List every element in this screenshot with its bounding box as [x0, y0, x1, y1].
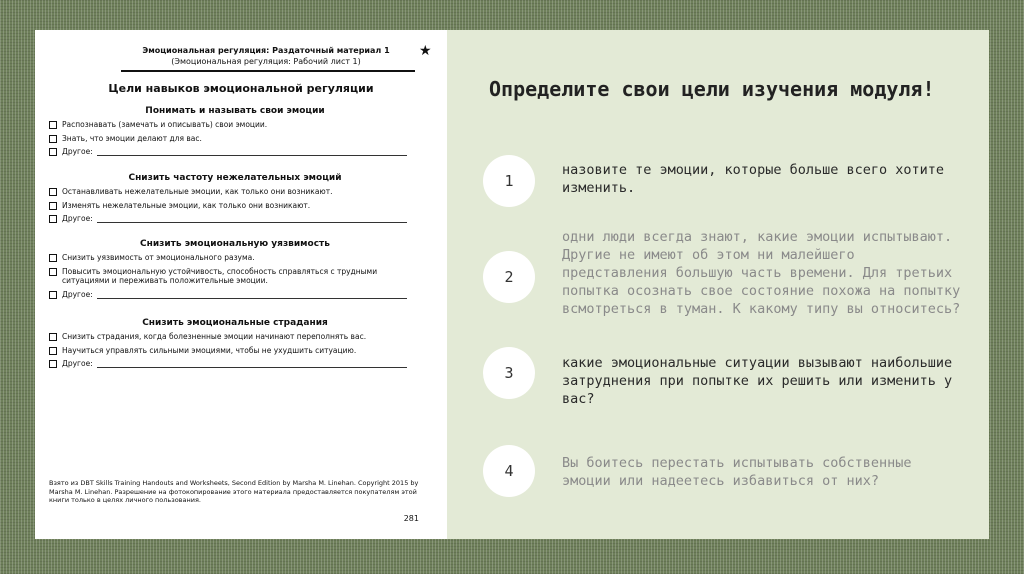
checkbox-icon [49, 291, 57, 299]
checklist-item: Другое: [49, 147, 421, 157]
section-title: Снизить эмоциональную уязвимость [140, 239, 330, 249]
section-title: Снизить частоту нежелательных эмоций [128, 173, 342, 183]
section-title: Понимать и называть свои эмоции [145, 106, 325, 116]
checklist-item: Другое: [49, 214, 421, 224]
checkbox-icon [49, 333, 57, 341]
checkbox-icon [49, 148, 57, 156]
step-number-1: 1 [483, 155, 535, 207]
step-text-3: какие эмоциональные ситуации вызывают наибольшие затруднения при попытке их решить или изменить у вас? [562, 355, 953, 407]
checkbox-icon [49, 268, 57, 276]
checkbox-icon [49, 215, 57, 223]
section-title: Снизить эмоциональные страдания [142, 318, 328, 328]
checklist-item: Распознавать (замечать и описывать) свои эмоции. [49, 120, 421, 130]
checklist-item: Повысить эмоциональную устойчивость, способность справляться с трудными ситуациями и переживать положительные эмоции. [49, 267, 421, 286]
checkbox-icon [49, 135, 57, 143]
checkbox-icon [49, 121, 57, 129]
checkbox-icon [49, 347, 57, 355]
checklist-item: Останавливать нежелательные эмоции, как только они возникают. [49, 187, 421, 197]
checklist-item: Другое: [49, 290, 421, 300]
worksheet-header-title: Эмоциональная регуляция: Раздаточный материал 1 [142, 46, 390, 55]
page-number: 281 [403, 514, 419, 523]
blank-line [97, 290, 407, 299]
worksheet-image [35, 30, 447, 539]
checklist-item: Снизить страдания, когда болезненные эмоции начинают переполнять вас. [49, 332, 421, 342]
step-number-2: 2 [483, 251, 535, 303]
step-number-4: 4 [483, 445, 535, 497]
worksheet-header-subtitle: (Эмоциональная регуляция: Рабочий лист 1) [171, 57, 361, 66]
blank-line [97, 214, 407, 223]
checklist-item: Изменять нежелательные эмоции, как только они возникают. [49, 201, 421, 211]
checkbox-icon [49, 202, 57, 210]
checklist-item: Другое: [49, 359, 421, 369]
checklist-item: Знать, что эмоции делают для вас. [49, 134, 421, 144]
checkbox-icon [49, 188, 57, 196]
step-text-1: назовите те эмоции, которые больше всего хотите изменить. [562, 162, 945, 196]
checklist-item: Снизить уязвимость от эмоционального разума. [49, 253, 421, 263]
star-icon: ★ [419, 43, 432, 59]
section-vulnerability [49, 239, 421, 303]
step-text-2: одни люди всегда знают, какие эмоции испытывают. Другие не имеют об этом ни малейшего представления большую часть времени. Для третьих попытка осознать свое состояние похожа на попытку всмотреться в туман. К какому типу вы относитесь? [562, 229, 961, 317]
header-divider [121, 70, 415, 72]
goals-panel [447, 30, 989, 539]
citation: Взято из DBT Skills Training Handouts and Worksheets, Second Edition by Marsha M. Linehan. Copyright 2015 by Marsha M. Linehan. Разрешение на фотокопирование этого материала предоставляется покупателям этой книги только в целях личного пользования. [49, 479, 419, 504]
blank-line [97, 147, 407, 156]
blank-line [97, 359, 407, 368]
checkbox-icon [49, 360, 57, 368]
step-text-4: Вы боитесь перестать испытывать собственные эмоции или надеетесь избавиться от них? [562, 455, 912, 489]
panel-heading: Определите свои цели изучения модуля! [489, 77, 935, 101]
checkbox-icon [49, 254, 57, 262]
slide [35, 30, 989, 539]
step-number-3: 3 [483, 347, 535, 399]
section-understand [49, 106, 421, 161]
worksheet-title: Цели навыков эмоциональной регуляции [108, 82, 374, 95]
section-suffering [49, 318, 421, 373]
checklist-item: Научиться управлять сильными эмоциями, чтобы не ухудшить ситуацию. [49, 346, 421, 356]
section-frequency [49, 173, 421, 228]
worksheet-header [121, 45, 411, 67]
